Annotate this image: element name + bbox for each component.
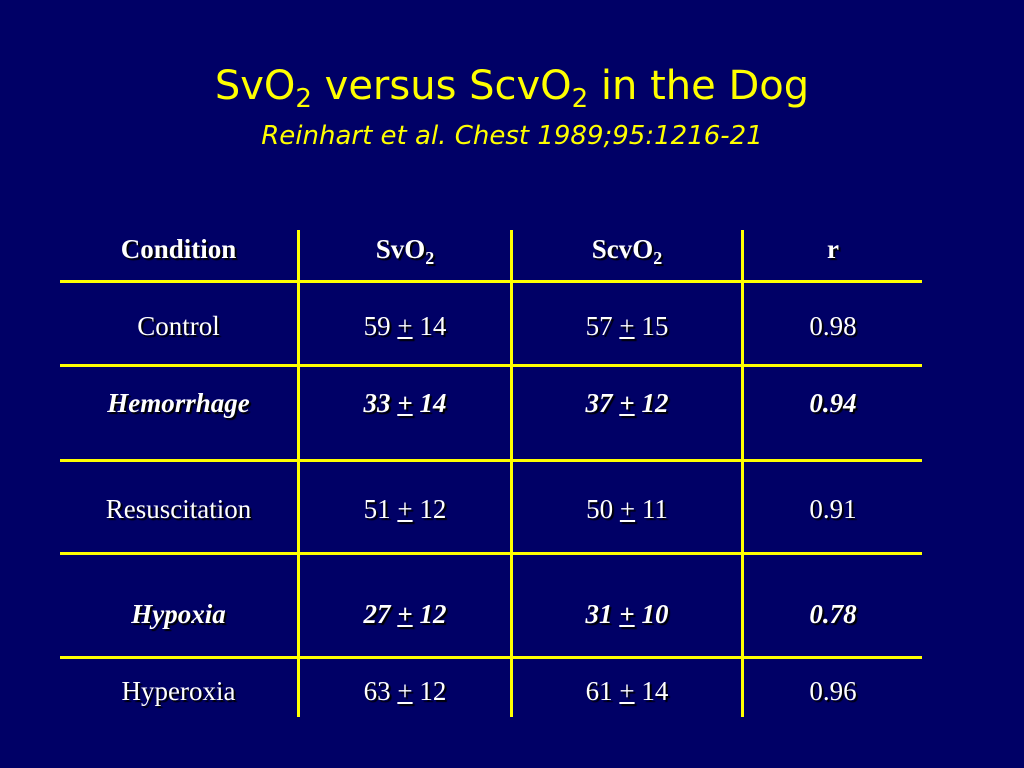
header-scvo2-base: ScvO — [591, 234, 654, 264]
plus-minus-symbol: + — [397, 388, 413, 418]
plus-minus-symbol: + — [397, 676, 413, 706]
cell-svo2 — [300, 597, 510, 631]
plus-minus-symbol: + — [397, 494, 413, 524]
table-rule — [60, 552, 922, 555]
cell-condition: Hypoxia — [131, 599, 226, 629]
scvo2-sd: 10 — [641, 599, 669, 629]
scvo2-mean: 50 — [586, 494, 614, 524]
title-subscript-2: 2 — [571, 84, 589, 114]
cell-r: 0.98 — [809, 311, 857, 341]
svo2-sd: 14 — [419, 311, 447, 341]
cell-r: 0.96 — [809, 676, 857, 706]
scvo2-sd: 14 — [641, 676, 669, 706]
plus-minus-symbol: + — [619, 676, 635, 706]
plus-minus-symbol: + — [397, 599, 413, 629]
cell-scvo2 — [513, 674, 741, 708]
cell-condition: Hemorrhage — [107, 388, 250, 418]
scvo2-mean: 31 — [585, 599, 613, 629]
cell-condition: Control — [137, 311, 220, 341]
svo2-mean: 27 — [363, 599, 391, 629]
cell-scvo2 — [513, 309, 741, 343]
cell-svo2 — [300, 674, 510, 708]
header-svo2-sub: 2 — [425, 248, 435, 268]
column-divider — [510, 230, 513, 717]
cell-r: 0.94 — [809, 388, 857, 418]
cell-svo2 — [300, 492, 510, 526]
plus-minus-symbol: + — [619, 388, 635, 418]
header-condition: Condition — [120, 234, 237, 264]
cell-svo2 — [300, 309, 510, 343]
cell-scvo2 — [513, 492, 741, 526]
svo2-sd: 14 — [419, 388, 447, 418]
title-end: in the Dog — [588, 63, 810, 109]
column-divider — [741, 230, 744, 717]
cell-r: 0.91 — [809, 494, 857, 524]
cell-scvo2 — [513, 597, 741, 631]
title-mid: versus ScvO — [311, 63, 572, 109]
header-scvo2 — [513, 232, 741, 266]
header-scvo2-sub: 2 — [653, 248, 663, 268]
svo2-mean: 51 — [363, 494, 391, 524]
slide-subtitle: Reinhart et al. Chest 1989;95:1216-21 — [261, 121, 763, 151]
header-r: r — [827, 234, 839, 264]
scvo2-sd: 12 — [641, 388, 669, 418]
table-rule — [60, 459, 922, 462]
column-divider — [297, 230, 300, 717]
cell-condition: Hyperoxia — [121, 676, 236, 706]
svo2-sd: 12 — [419, 599, 447, 629]
plus-minus-symbol: + — [619, 311, 635, 341]
svo2-sd: 12 — [419, 676, 447, 706]
title-subscript-1: 2 — [295, 84, 312, 114]
scvo2-mean: 37 — [585, 388, 613, 418]
title-main: SvO — [214, 63, 296, 109]
svo2-mean: 63 — [363, 676, 391, 706]
header-svo2 — [300, 232, 510, 266]
scvo2-mean: 61 — [585, 676, 613, 706]
plus-minus-symbol: + — [619, 494, 636, 524]
svo2-sd: 12 — [419, 494, 447, 524]
scvo2-sd: 15 — [641, 311, 669, 341]
scvo2-sd: 11 — [641, 494, 668, 524]
cell-scvo2 — [513, 386, 741, 420]
plus-minus-symbol: + — [619, 599, 635, 629]
header-svo2-base: SvO — [375, 234, 426, 264]
cell-condition: Resuscitation — [105, 494, 252, 524]
scvo2-mean: 57 — [585, 311, 613, 341]
table-rule — [60, 280, 922, 283]
cell-svo2 — [300, 386, 510, 420]
cell-r: 0.78 — [809, 599, 857, 629]
svo2-mean: 33 — [363, 388, 391, 418]
table-rule — [60, 364, 922, 367]
plus-minus-symbol: + — [397, 311, 413, 341]
table-rule — [60, 656, 922, 659]
svo2-mean: 59 — [363, 311, 391, 341]
